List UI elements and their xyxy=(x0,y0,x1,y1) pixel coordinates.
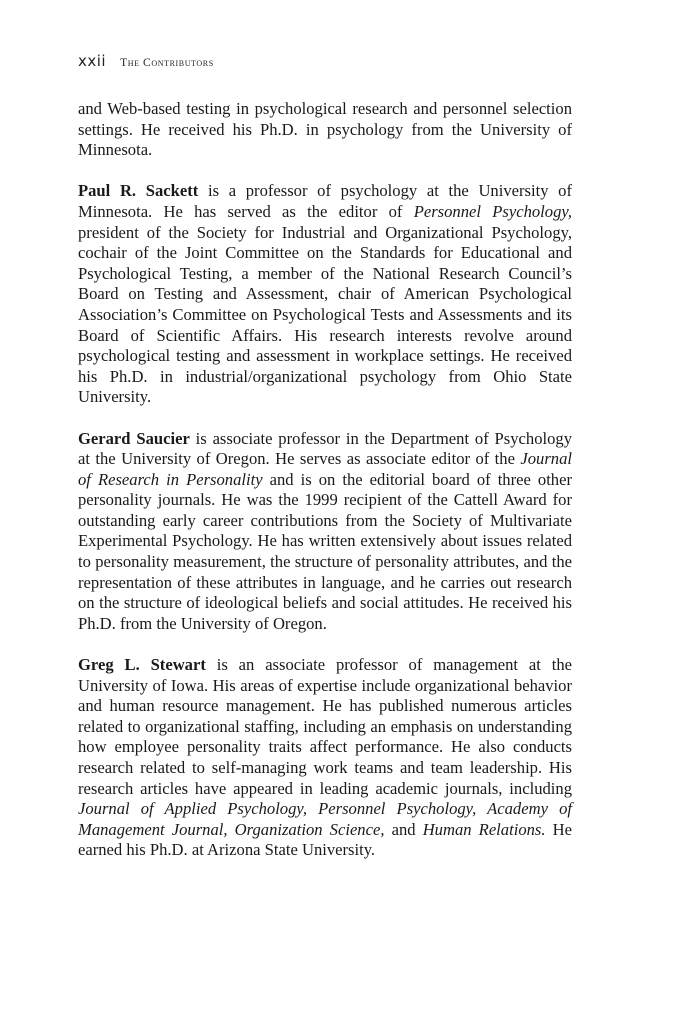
bio-paragraph-saucier xyxy=(78,429,572,635)
contributor-name: Gerard Saucier xyxy=(78,428,190,448)
contributor-name: Greg L. Stewart xyxy=(78,655,206,675)
journal-title: Journal of Research in Personality xyxy=(78,449,572,489)
bio-paragraph-sackett xyxy=(78,181,572,408)
running-head: The Contributors xyxy=(120,57,214,69)
bio-text: is a professor of psychology at the University of Minnesota. He has served as the editor of xyxy=(78,181,572,221)
bio-text: He earned his Ph.D. at Arizona State University. xyxy=(78,819,572,860)
journal-titles: Journal of Applied Psychology, Personnel Psychology, Academy of Management Journal, Organization Science, xyxy=(78,799,572,839)
journal-title: Personnel Psychology, xyxy=(413,201,572,221)
bio-text: and xyxy=(384,819,423,839)
bio-text: president of the Society for Industrial and Organizational Psychology, cochair of the Joint Committee on the Standards for Educational and Psychological Testing, a member of the National Research Council’s Board on Testing and Assessment, chair of American Psychological Association’s Committee on Psychological Tests and Assessments and its Board of Scientific Affairs. His research interests revolve around psychological testing and assessment in workplace settings. He received his Ph.D. in industrial/organizational psychology from Ohio State University. xyxy=(78,222,572,407)
contributors-text xyxy=(78,99,572,882)
bio-text: is an associate professor of management at the University of Iowa. His areas of expertise include organizational behavior and human resource management. He has published numerous articles related to organizational staffing, including an emphasis on understanding how employee personality traits affect performance. He also conducts research related to self-managing work teams and team leadership. His research articles have appeared in leading academic journals, including xyxy=(78,655,572,798)
page-number: xxii xyxy=(78,52,107,70)
bio-text: is associate professor in the Department of Psychology at the University of Oregon. He serves as associate editor of the xyxy=(78,428,572,469)
contributor-name: Paul R. Sackett xyxy=(78,181,199,201)
bio-paragraph-continuation xyxy=(78,99,572,161)
bio-text: and Web-based testing in psychological research and personnel selection settings. He received his Ph.D. in psychology from the University of Minnesota. xyxy=(78,99,572,160)
journal-title: Human Relations. xyxy=(422,819,546,839)
bio-paragraph-stewart xyxy=(78,655,572,861)
page-header xyxy=(78,52,214,71)
bio-text: and is on the editorial board of three other personality journals. He was the 1999 recipient of the Cattell Award for outstanding early career contributions from the Society of Multivariate Experimental Psychology. He has written extensively about issues related to personality measurement, the structure of personality attributes, and the representation of these attributes in language, and he carries out research on the structure of ideological beliefs and social attitudes. He received his Ph.D. from the University of Oregon. xyxy=(78,469,572,633)
